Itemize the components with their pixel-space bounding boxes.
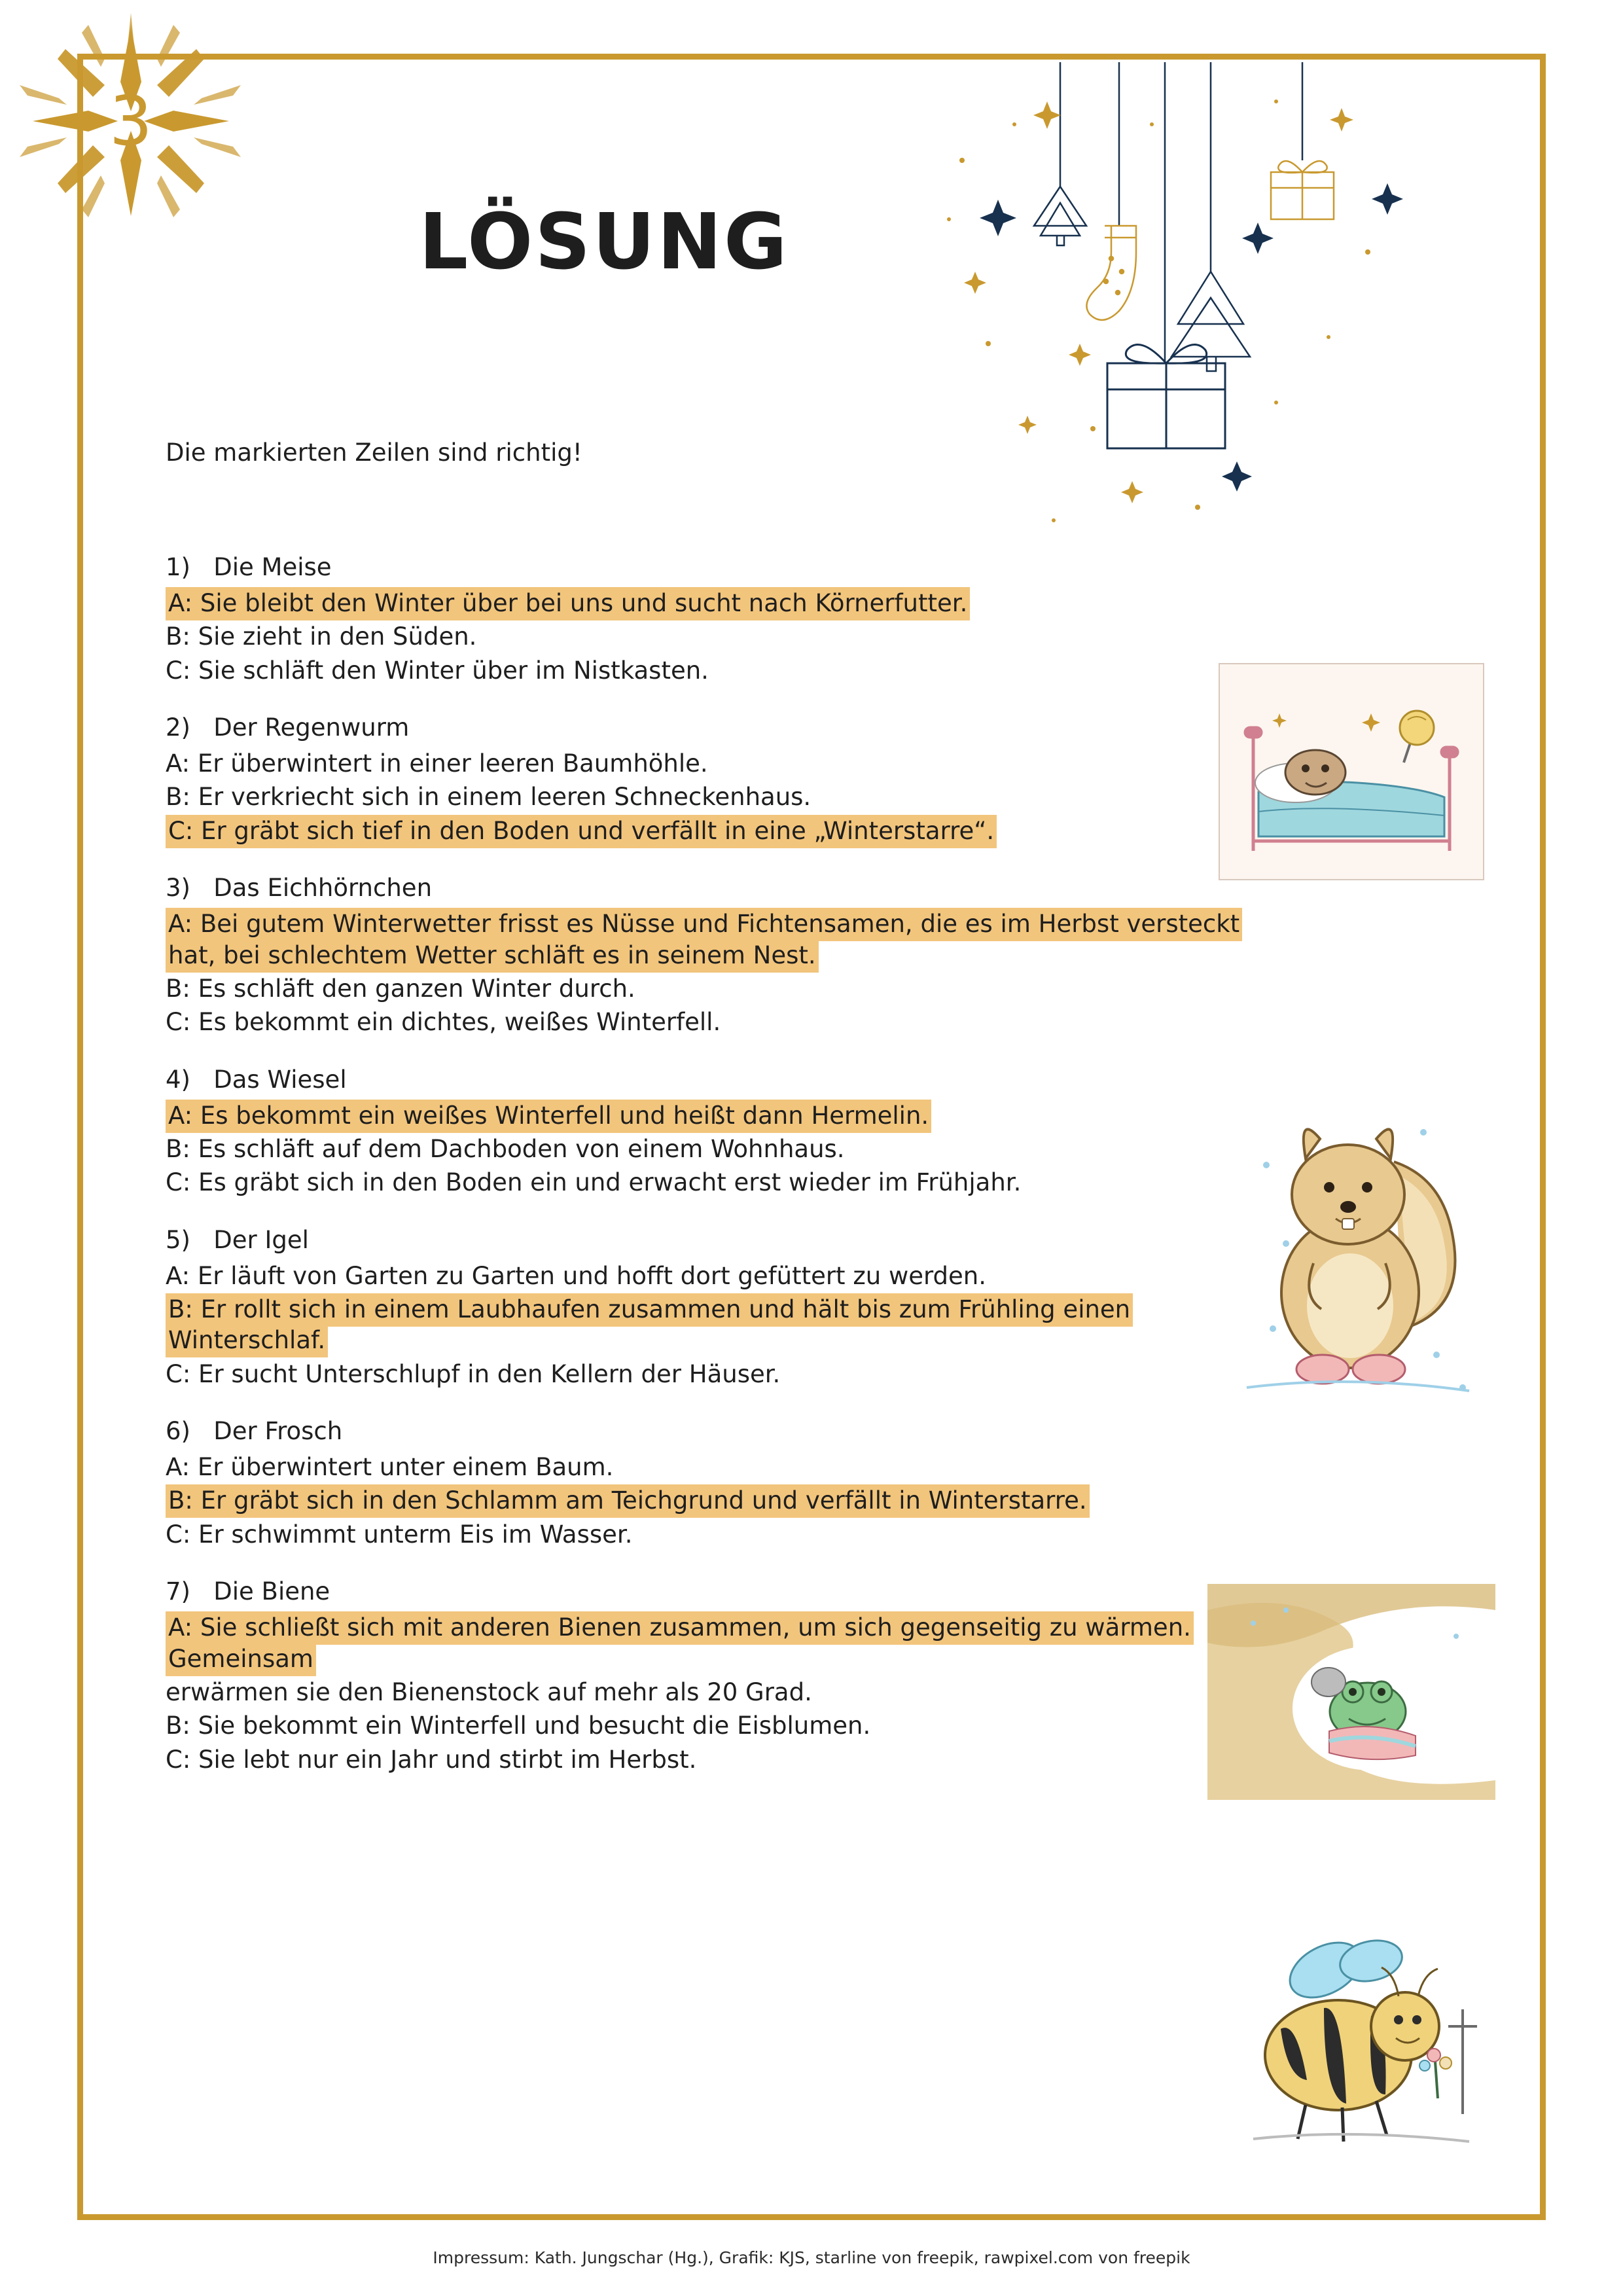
question-heading: 6) Der Frosch <box>166 1417 343 1446</box>
answer-text: A: Er überwintert unter einem Baum. <box>166 1453 614 1482</box>
answer-line <box>166 1099 1278 1132</box>
question-heading: 5) Der Igel <box>166 1225 309 1254</box>
answer-line <box>166 1259 1278 1293</box>
answer-text: A: Er überwintert in einer leeren Baumhöhle. <box>166 749 708 778</box>
answer-line <box>166 907 1278 972</box>
answer-text: B: Sie bekommt ein Winterfell und besucht die Eisblumen. <box>166 1712 871 1740</box>
answer-line <box>166 654 1278 687</box>
answer-line <box>166 1132 1278 1166</box>
question-heading: 2) Der Regenwurm <box>166 713 410 742</box>
answer-line <box>166 814 1278 848</box>
bee-illustration <box>1207 1898 1495 2173</box>
question-block <box>166 1577 1278 1776</box>
frog-in-burrow-illustration <box>1207 1584 1495 1800</box>
answer-text: A: Bei gutem Winterwetter frisst es Nüsse und Fichtensamen, die es im Herbst versteckt hat, bei schlechtem Wetter schläft es in seinem Nest. <box>166 908 1242 972</box>
answer-text: erwärmen sie den Bienenstock auf mehr als 20 Grad. <box>166 1677 812 1706</box>
answer-text: C: Sie schläft den Winter über im Nistkasten. <box>166 656 709 685</box>
answer-text: A: Er läuft von Garten zu Garten und hofft dort gefüttert zu werden. <box>166 1261 987 1290</box>
answer-text: C: Er sucht Unterschlupf in den Kellern der Häuser. <box>166 1359 781 1388</box>
answer-text: B: Es schläft den ganzen Winter durch. <box>166 974 635 1003</box>
page-title: LÖSUNG <box>419 196 789 287</box>
page-number: 3 <box>109 81 153 161</box>
answer-line <box>166 620 1278 653</box>
answer-text: B: Er verkriecht sich in einem leeren Schneckenhaus. <box>166 783 812 812</box>
question-block <box>166 713 1278 848</box>
answer-line <box>166 1293 1278 1357</box>
intro-text: Die markierten Zeilen sind richtig! <box>166 439 582 467</box>
answer-line <box>166 1709 1278 1742</box>
question-block <box>166 1226 1278 1391</box>
answer-line <box>166 1743 1278 1776</box>
answer-text: C: Er schwimmt unterm Eis im Wasser. <box>166 1520 633 1549</box>
answer-text: C: Er gräbt sich tief in den Boden und verfällt in eine „Winterstarre“. <box>166 815 997 848</box>
question-block <box>166 553 1278 687</box>
answer-line <box>166 1518 1278 1551</box>
question-heading: 3) Das Eichhörnchen <box>166 874 433 903</box>
answer-line <box>166 1676 1278 1709</box>
page-number-badge <box>20 13 242 229</box>
answer-line <box>166 780 1278 814</box>
answer-text: B: Sie zieht in den Süden. <box>166 622 477 651</box>
answer-text: B: Er gräbt sich in den Schlamm am Teichgrund und verfällt in Winterstarre. <box>166 1484 1090 1518</box>
answer-text: C: Es gräbt sich in den Boden ein und erwacht erst wieder im Frühjahr. <box>166 1168 1022 1197</box>
squirrel-illustration <box>1207 1047 1495 1414</box>
answer-line <box>166 1166 1278 1199</box>
answer-line <box>166 1357 1278 1391</box>
answer-text: B: Er rollt sich in einem Laubhaufen zusammen und hält bis zum Frühling einen Winterschlaf. <box>166 1293 1133 1357</box>
question-heading: 1) Die Meise <box>166 553 332 581</box>
answer-line <box>166 747 1278 780</box>
answer-text: B: Es schläft auf dem Dachboden von einem Wohnhaus. <box>166 1134 845 1163</box>
answer-text: A: Es bekommt ein weißes Winterfell und heißt dann Hermelin. <box>166 1100 931 1133</box>
answer-text: C: Sie lebt nur ein Jahr und stirbt im Herbst. <box>166 1745 697 1774</box>
question-heading: 4) Das Wiesel <box>166 1065 347 1094</box>
question-heading: 7) Die Biene <box>166 1577 330 1606</box>
answer-line <box>166 1005 1278 1039</box>
answer-text: A: Sie schließt sich mit anderen Bienen zusammen, um sich gegenseitig zu wärmen. Gemeinsam <box>166 1611 1194 1676</box>
answer-line <box>166 1484 1278 1517</box>
answer-text: A: Sie bleibt den Winter über bei uns und sucht nach Körnerfutter. <box>166 587 970 620</box>
answer-line <box>166 972 1278 1005</box>
question-block <box>166 874 1278 1039</box>
answer-line <box>166 1450 1278 1484</box>
imprint-text: Impressum: Kath. Jungschar (Hg.), Grafik: KJS, starline von freepik, rawpixel.com von freepik <box>433 2248 1190 2267</box>
sleeping-worm-in-bed-illustration <box>1207 655 1495 890</box>
question-block <box>166 1066 1278 1200</box>
question-block <box>166 1417 1278 1551</box>
answer-line <box>166 1611 1278 1676</box>
answer-line <box>166 586 1278 620</box>
questions-list <box>166 553 1278 1803</box>
answer-text: C: Es bekommt ein dichtes, weißes Winterfell. <box>166 1008 721 1037</box>
